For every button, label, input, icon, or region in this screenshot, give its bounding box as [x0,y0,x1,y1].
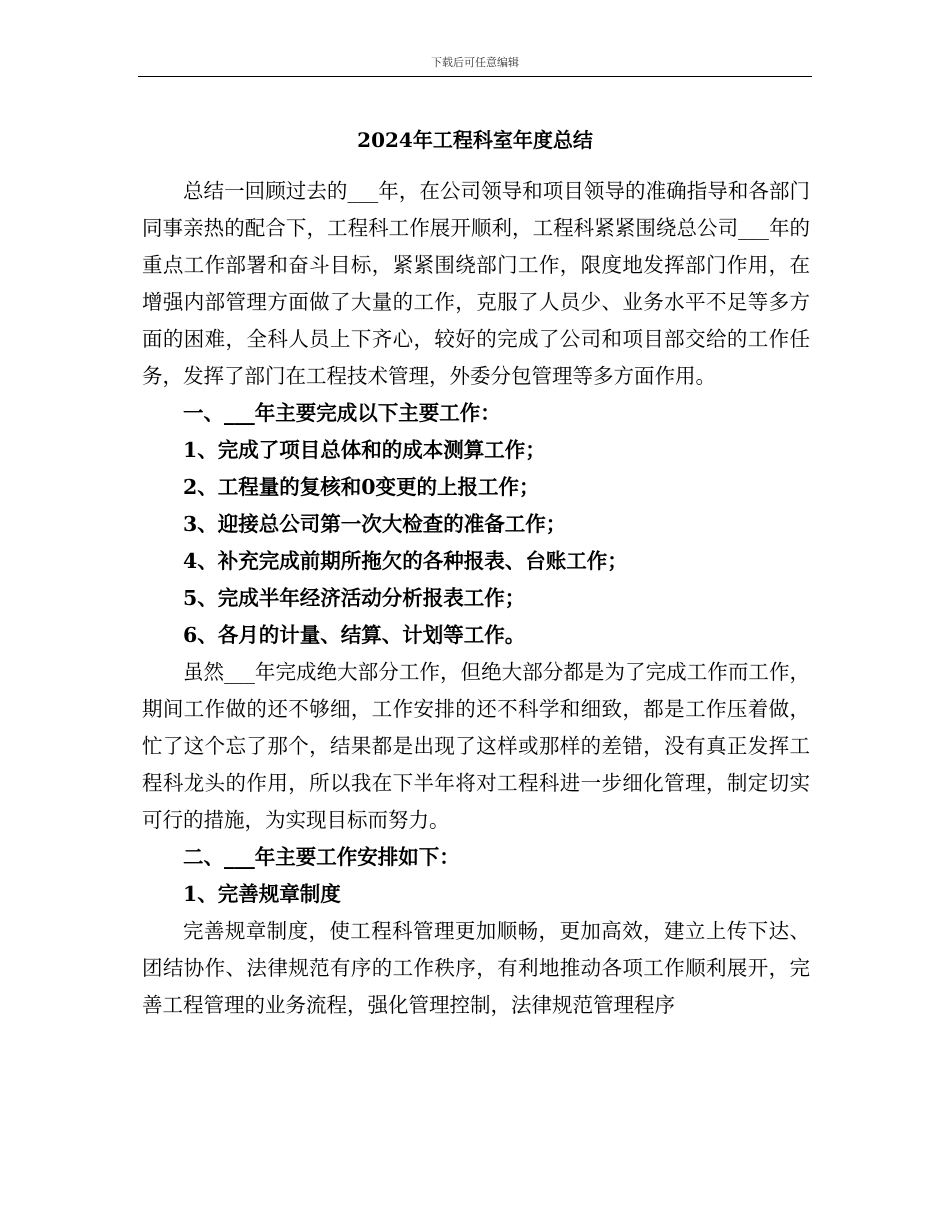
section2-paragraph: 完善规章制度，使工程科管理更加顺畅，更加高效，建立上传下达、团结协作、法律规范有序的工作秩序，有利地推动各项工作顺利展开，完善工程管理的业务流程，强化管理控制，法律规范管理程序 [142,919,810,1017]
section1-heading: 一、___年主要完成以下主要工作： [183,401,501,425]
document-title: 2024年工程科室年度总结 [357,128,593,152]
section2-subheading: 1、完善规章制度 [183,882,341,906]
list-item: 3、迎接总公司第一次大检查的准备工作； [183,512,567,536]
review-paragraph: 虽然___年完成绝大部分工作，但绝大部分都是为了完成工作而工作，期间工作做的还不够细，工作安排的还不科学和细致，都是工作压着做，忙了这个忘了那个，结果都是出现了这样或那样的差错，没有真正发挥工程科龙头的作用，所以我在下半年将对工程科进一步细化管理，制定切实可行的措施，为实现目标而努力。 [142,660,810,832]
header-divider [138,76,812,77]
list-item: 1、完成了项目总体和的成本测算工作； [183,438,546,462]
list-item: 5、完成半年经济活动分析报表工作； [183,586,526,610]
document-body [142,173,810,1024]
header-note: 下载后可任意编辑 [431,56,519,69]
list-item: 4、补充完成前期所拖欠的各种报表、台账工作； [183,549,628,573]
list-item: 2、工程量的复核和0变更的上报工作； [183,475,540,499]
intro-paragraph: 总结一回顾过去的___年，在公司领导和项目领导的准确指导和各部门同事亲热的配合下，工程科工作展开顺利，工程科紧紧围绕总公司___年的重点工作部署和奋斗目标，紧紧围绕部门工作，限度地发挥部门作用，在增强内部管理方面做了大量的工作，克服了人员少、业务水平不足等多方面的困难，全科人员上下齐心，较好的完成了公司和项目部交给的工作任务，发挥了部门在工程技术管理，外委分包管理等多方面作用。 [142,179,810,388]
section2-heading: 二、___年主要工作安排如下： [183,845,460,869]
list-item: 6、各月的计量、结算、计划等工作。 [183,623,526,647]
